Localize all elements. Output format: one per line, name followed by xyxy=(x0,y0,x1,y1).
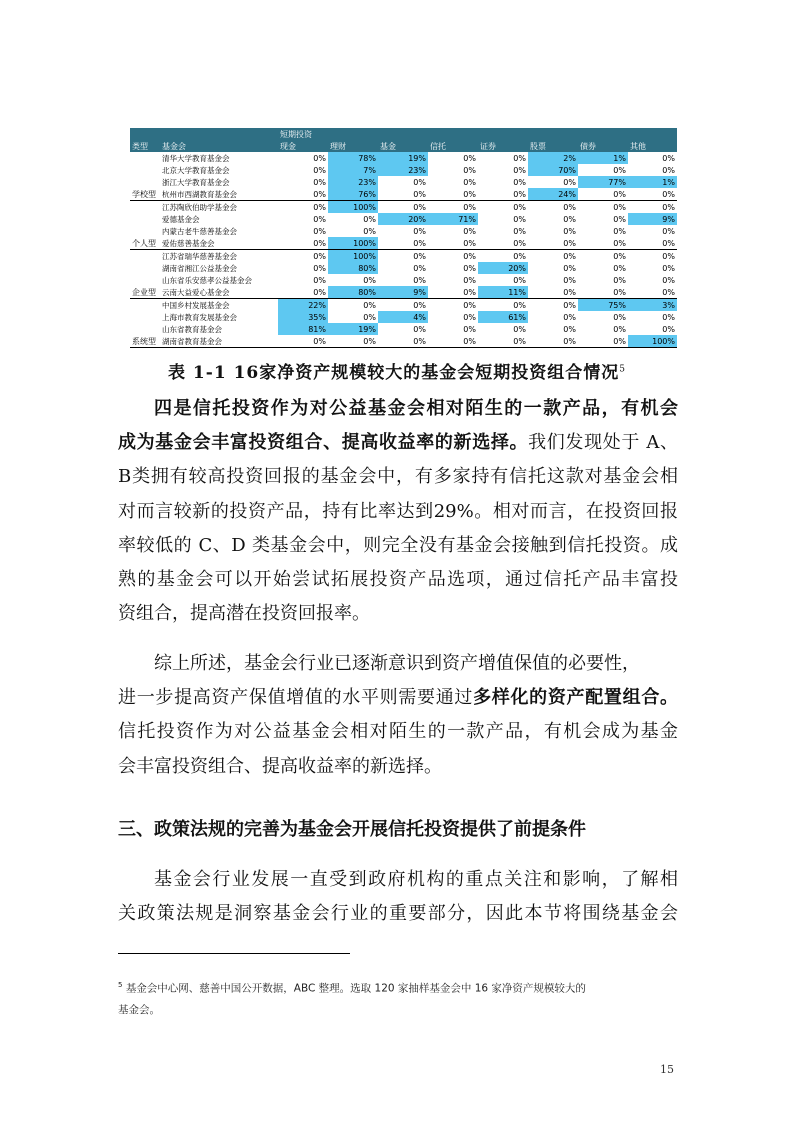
header-top-cell xyxy=(378,128,428,140)
allocation-cell: 0% xyxy=(662,263,675,273)
allocation-cell: 0% xyxy=(363,300,376,310)
column-header: 理财 xyxy=(330,142,346,151)
header-top-cell: 短期投资 xyxy=(280,130,312,139)
row-type xyxy=(130,152,160,164)
allocation-cell: 0% xyxy=(413,275,426,285)
allocation-cell: 0% xyxy=(578,237,628,250)
allocation-cell: 61% xyxy=(478,311,528,323)
para2-line4: 会丰富投资组合、提高收益率的新选择。 xyxy=(118,755,442,777)
allocation-cell: 20% xyxy=(478,262,528,274)
para3-line2: 关政策法规是洞察基金会行业的重要部分，因此本节将围绕基金会 xyxy=(118,903,678,925)
paragraph-summary xyxy=(118,647,678,784)
allocation-cell: 0% xyxy=(528,286,578,299)
allocation-cell: 100% xyxy=(328,250,378,263)
allocation-cell: 100% xyxy=(328,237,378,250)
foundation-name: 爱德基金会 xyxy=(162,214,200,224)
foundation-name: 北京大学教育基金会 xyxy=(162,165,230,175)
allocation-cell: 0% xyxy=(563,251,576,261)
allocation-cell: 0% xyxy=(528,237,578,250)
foundation-name: 江苏陶欣伯助学基金会 xyxy=(162,202,237,212)
allocation-cell: 80% xyxy=(328,286,378,299)
table-row xyxy=(130,286,677,299)
para2-line1: 综上所述，基金会行业已逐渐意识到资产增值保值的必要性， xyxy=(154,653,640,674)
allocation-cell: 0% xyxy=(463,324,476,334)
allocation-cell: 1% xyxy=(578,152,628,164)
allocation-cell: 1% xyxy=(628,176,677,188)
para1-line6: 熟的基金会可以开始尝试拓展投资产品选项，通过信托产品丰富投 xyxy=(118,569,678,591)
allocation-cell: 77% xyxy=(578,176,628,188)
allocation-cell: 0% xyxy=(662,312,675,322)
allocation-cell: 0% xyxy=(313,275,326,285)
table-caption xyxy=(0,358,794,383)
allocation-cell: 0% xyxy=(278,286,328,299)
allocation-cell: 0% xyxy=(313,165,326,175)
header-top-cell xyxy=(160,128,278,140)
allocation-cell: 0% xyxy=(313,251,326,261)
allocation-cell: 7% xyxy=(328,164,378,176)
allocation-cell: 0% xyxy=(278,237,328,250)
table-header xyxy=(130,128,677,152)
allocation-cell: 20% xyxy=(378,213,428,225)
row-type: 学校型 xyxy=(130,188,160,201)
allocation-cell: 0% xyxy=(628,286,677,299)
allocation-cell: 0% xyxy=(613,324,626,334)
allocation-cell: 0% xyxy=(463,300,476,310)
row-type: 企业型 xyxy=(130,286,160,299)
allocation-cell: 0% xyxy=(463,263,476,273)
allocation-cell: 0% xyxy=(563,214,576,224)
caption-footnote-ref: 5 xyxy=(619,364,626,375)
allocation-cell: 0% xyxy=(563,177,576,187)
row-type xyxy=(130,299,160,312)
allocation-cell: 0% xyxy=(662,202,675,212)
allocation-cell: 22% xyxy=(278,299,328,312)
header-top-cell xyxy=(428,128,478,140)
allocation-cell: 2% xyxy=(528,152,578,164)
allocation-cell: 3% xyxy=(628,299,677,312)
allocation-cell: 75% xyxy=(578,299,628,312)
table-row xyxy=(130,188,677,201)
allocation-cell: 23% xyxy=(328,176,378,188)
table-row xyxy=(130,213,677,225)
foundation-name: 湖南省湘江公益基金会 xyxy=(162,263,237,273)
allocation-cell: 0% xyxy=(478,335,528,348)
allocation-cell: 0% xyxy=(513,251,526,261)
section-heading: 三、政策法规的完善为基金会开展信托投资提供了前提条件 xyxy=(118,819,586,840)
footnote xyxy=(118,975,678,1021)
allocation-cell: 0% xyxy=(463,312,476,322)
row-type xyxy=(130,201,160,214)
table-row xyxy=(130,335,677,348)
table-row xyxy=(130,274,677,286)
foundation-name: 清华大学教育基金会 xyxy=(162,153,230,163)
allocation-cell: 19% xyxy=(378,152,428,164)
column-header: 股票 xyxy=(530,142,546,151)
column-header: 债券 xyxy=(580,142,596,151)
allocation-cell: 0% xyxy=(428,237,478,250)
foundation-name: 山东省教育基金会 xyxy=(162,324,222,334)
investment-table xyxy=(130,128,677,348)
table-row xyxy=(130,225,677,237)
allocation-cell: 0% xyxy=(528,335,578,348)
allocation-cell: 80% xyxy=(328,262,378,274)
foundation-name: 杭州市西湖教育基金会 xyxy=(160,188,278,201)
allocation-cell: 0% xyxy=(662,226,675,236)
allocation-cell: 0% xyxy=(578,188,628,201)
para2-text2a: 进一步提高资产保值增值的水平则需要通过 xyxy=(118,687,474,709)
allocation-cell: 0% xyxy=(563,324,576,334)
allocation-cell: 0% xyxy=(478,188,528,201)
allocation-cell: 0% xyxy=(313,263,326,273)
row-type xyxy=(130,250,160,263)
allocation-cell: 0% xyxy=(613,226,626,236)
allocation-cell: 0% xyxy=(363,214,376,224)
allocation-cell: 0% xyxy=(378,188,428,201)
para1-line7: 资组合，提高潜在投资回报率。 xyxy=(118,603,370,625)
table-row xyxy=(130,152,677,164)
row-type: 系统型 xyxy=(130,335,160,348)
foundation-name: 上海市教育发展基金会 xyxy=(162,312,237,322)
allocation-cell: 0% xyxy=(513,177,526,187)
allocation-cell: 0% xyxy=(662,275,675,285)
para1-line1 xyxy=(118,392,678,426)
footnote-divider xyxy=(118,953,350,954)
paragraph-trust-investment xyxy=(118,392,678,631)
foundation-name: 内蒙古老牛慈善基金会 xyxy=(162,226,237,236)
row-type: 个人型 xyxy=(130,237,160,250)
allocation-cell: 0% xyxy=(463,177,476,187)
allocation-cell: 0% xyxy=(513,214,526,224)
para1-bold2: 成为基金会丰富投资组合、提高收益率的新选择。 xyxy=(118,432,529,454)
allocation-cell: 0% xyxy=(413,300,426,310)
allocation-cell: 19% xyxy=(328,323,378,335)
allocation-cell: 0% xyxy=(613,312,626,322)
column-header: 信托 xyxy=(430,142,446,151)
allocation-cell: 0% xyxy=(513,165,526,175)
table-body xyxy=(130,152,677,348)
allocation-cell: 0% xyxy=(513,275,526,285)
table-row xyxy=(130,176,677,188)
column-header: 基金 xyxy=(380,142,396,151)
allocation-cell: 0% xyxy=(628,237,677,250)
para2-line2 xyxy=(118,681,678,715)
allocation-cell: 0% xyxy=(363,312,376,322)
header-top-cell xyxy=(578,128,628,140)
allocation-cell: 78% xyxy=(328,152,378,164)
allocation-cell: 0% xyxy=(613,275,626,285)
allocation-cell: 0% xyxy=(413,177,426,187)
allocation-cell: 0% xyxy=(613,165,626,175)
footnote-text1: 基金会中心网、慈善中国公开数据，ABC 整理。选取 120 家抽样基金会中 16 家净资产规模较大的 xyxy=(125,982,586,995)
row-type xyxy=(130,213,160,225)
allocation-cell: 0% xyxy=(428,188,478,201)
allocation-cell: 0% xyxy=(463,226,476,236)
allocation-cell: 0% xyxy=(413,202,426,212)
allocation-cell: 0% xyxy=(563,202,576,212)
allocation-cell: 0% xyxy=(313,226,326,236)
allocation-cell: 0% xyxy=(378,335,428,348)
allocation-cell: 0% xyxy=(578,335,628,348)
para3-line1: 基金会行业发展一直受到政府机构的重点关注和影响，了解相 xyxy=(154,869,678,890)
allocation-cell: 0% xyxy=(613,251,626,261)
allocation-cell: 0% xyxy=(428,286,478,299)
column-header: 证券 xyxy=(480,142,496,151)
allocation-cell: 0% xyxy=(513,226,526,236)
row-type xyxy=(130,311,160,323)
allocation-cell: 81% xyxy=(278,323,328,335)
row-type xyxy=(130,164,160,176)
allocation-cell: 0% xyxy=(313,202,326,212)
allocation-cell: 0% xyxy=(413,226,426,236)
allocation-cell: 0% xyxy=(463,202,476,212)
row-type xyxy=(130,262,160,274)
para2-line3: 信托投资作为对公益基金会相对陌生的一款产品，有机会成为基金 xyxy=(118,721,678,743)
allocation-cell: 0% xyxy=(563,312,576,322)
table-row xyxy=(130,311,677,323)
header-top-cell xyxy=(328,128,378,140)
para1-line2 xyxy=(118,426,678,460)
foundation-name: 山东省乐安慈孝公益基金会 xyxy=(162,275,252,285)
allocation-cell: 100% xyxy=(328,201,378,214)
allocation-cell: 71% xyxy=(428,213,478,225)
allocation-cell: 0% xyxy=(563,226,576,236)
row-type xyxy=(130,225,160,237)
table-row xyxy=(130,237,677,250)
allocation-cell: 11% xyxy=(478,286,528,299)
allocation-cell: 0% xyxy=(463,251,476,261)
allocation-cell: 0% xyxy=(662,153,675,163)
allocation-cell: 0% xyxy=(413,251,426,261)
foundation-name: 湖南省教育基金会 xyxy=(160,335,278,348)
row-type xyxy=(130,176,160,188)
allocation-cell: 0% xyxy=(628,188,677,201)
allocation-cell: 0% xyxy=(513,324,526,334)
table-row xyxy=(130,323,677,335)
allocation-cell: 0% xyxy=(313,153,326,163)
allocation-cell: 0% xyxy=(513,300,526,310)
foundation-name: 中国乡村发展基金会 xyxy=(162,300,230,310)
foundation-name: 江苏省瑞华慈善基金会 xyxy=(162,251,237,261)
header-top-cell xyxy=(130,128,160,140)
allocation-cell: 0% xyxy=(513,153,526,163)
para1-line4: 对而言较新的投资产品，持有比率达到29%。相对而言，在投资回报 xyxy=(118,500,678,522)
table-row xyxy=(130,201,677,214)
allocation-cell: 0% xyxy=(563,263,576,273)
para1-bold1: 四是信托投资作为对公益基金会相对陌生的一款产品，有机会 xyxy=(154,398,678,419)
table-row xyxy=(130,164,677,176)
allocation-cell: 0% xyxy=(662,165,675,175)
header-top-cell xyxy=(628,128,677,140)
header-top-cell xyxy=(478,128,528,140)
allocation-cell: 0% xyxy=(463,153,476,163)
foundation-name: 云南大益爱心基金会 xyxy=(160,286,278,299)
footnote-ref: 5 xyxy=(118,981,123,989)
para1-text2: 我们发现处于 A、 xyxy=(528,432,678,454)
row-type xyxy=(130,274,160,286)
column-header: 其他 xyxy=(630,142,646,151)
allocation-cell: 0% xyxy=(613,214,626,224)
allocation-cell: 76% xyxy=(328,188,378,201)
allocation-cell: 35% xyxy=(278,311,328,323)
allocation-cell: 9% xyxy=(628,213,677,225)
allocation-cell: 0% xyxy=(563,300,576,310)
allocation-cell: 23% xyxy=(378,164,428,176)
allocation-cell: 0% xyxy=(578,286,628,299)
allocation-cell: 0% xyxy=(662,324,675,334)
table-row xyxy=(130,250,677,263)
footnote-line2: 基金会。 xyxy=(118,1003,160,1016)
allocation-cell: 9% xyxy=(378,286,428,299)
allocation-cell: 0% xyxy=(413,324,426,334)
allocation-cell: 100% xyxy=(628,335,677,348)
footnote-line1 xyxy=(118,975,678,1000)
allocation-cell: 0% xyxy=(328,335,378,348)
allocation-cell: 4% xyxy=(378,311,428,323)
allocation-cell: 0% xyxy=(363,226,376,236)
foundation-name: 浙江大学教育基金会 xyxy=(162,177,230,187)
allocation-cell: 0% xyxy=(428,335,478,348)
allocation-cell: 0% xyxy=(378,237,428,250)
column-header: 基金会 xyxy=(162,142,186,151)
allocation-cell: 0% xyxy=(313,177,326,187)
page-number: 15 xyxy=(660,1063,674,1076)
allocation-cell: 0% xyxy=(513,202,526,212)
row-type xyxy=(130,323,160,335)
allocation-cell: 70% xyxy=(528,164,578,176)
allocation-cell: 0% xyxy=(613,202,626,212)
allocation-cell: 0% xyxy=(563,275,576,285)
allocation-cell: 24% xyxy=(528,188,578,201)
allocation-cell: 0% xyxy=(463,165,476,175)
allocation-cell: 0% xyxy=(662,251,675,261)
para2-bold2b: 多样化的资产配置组合。 xyxy=(473,687,679,709)
foundation-name: 爱佑慈善基金会 xyxy=(160,237,278,250)
para1-line5: 率较低的 C、D 类基金会中，则完全没有基金会接触到信托投资。成 xyxy=(118,534,678,556)
table-row xyxy=(130,299,677,312)
allocation-cell: 0% xyxy=(478,237,528,250)
allocation-cell: 0% xyxy=(313,214,326,224)
allocation-cell: 0% xyxy=(413,263,426,273)
caption-text: 表 1-1 16家净资产规模较大的基金会短期投资组合情况 xyxy=(168,363,620,383)
column-header: 现金 xyxy=(280,142,296,151)
allocation-cell: 0% xyxy=(278,335,328,348)
header-top-cell xyxy=(528,128,578,140)
para1-line3: B类拥有较高投资回报的基金会中，有多家持有信托这款对基金会相 xyxy=(118,466,678,488)
allocation-cell: 0% xyxy=(278,188,328,201)
allocation-cell: 0% xyxy=(613,263,626,273)
table-row xyxy=(130,262,677,274)
column-header: 类型 xyxy=(132,142,148,151)
paragraph-policy xyxy=(118,863,678,931)
allocation-cell: 0% xyxy=(363,275,376,285)
allocation-cell: 0% xyxy=(463,275,476,285)
